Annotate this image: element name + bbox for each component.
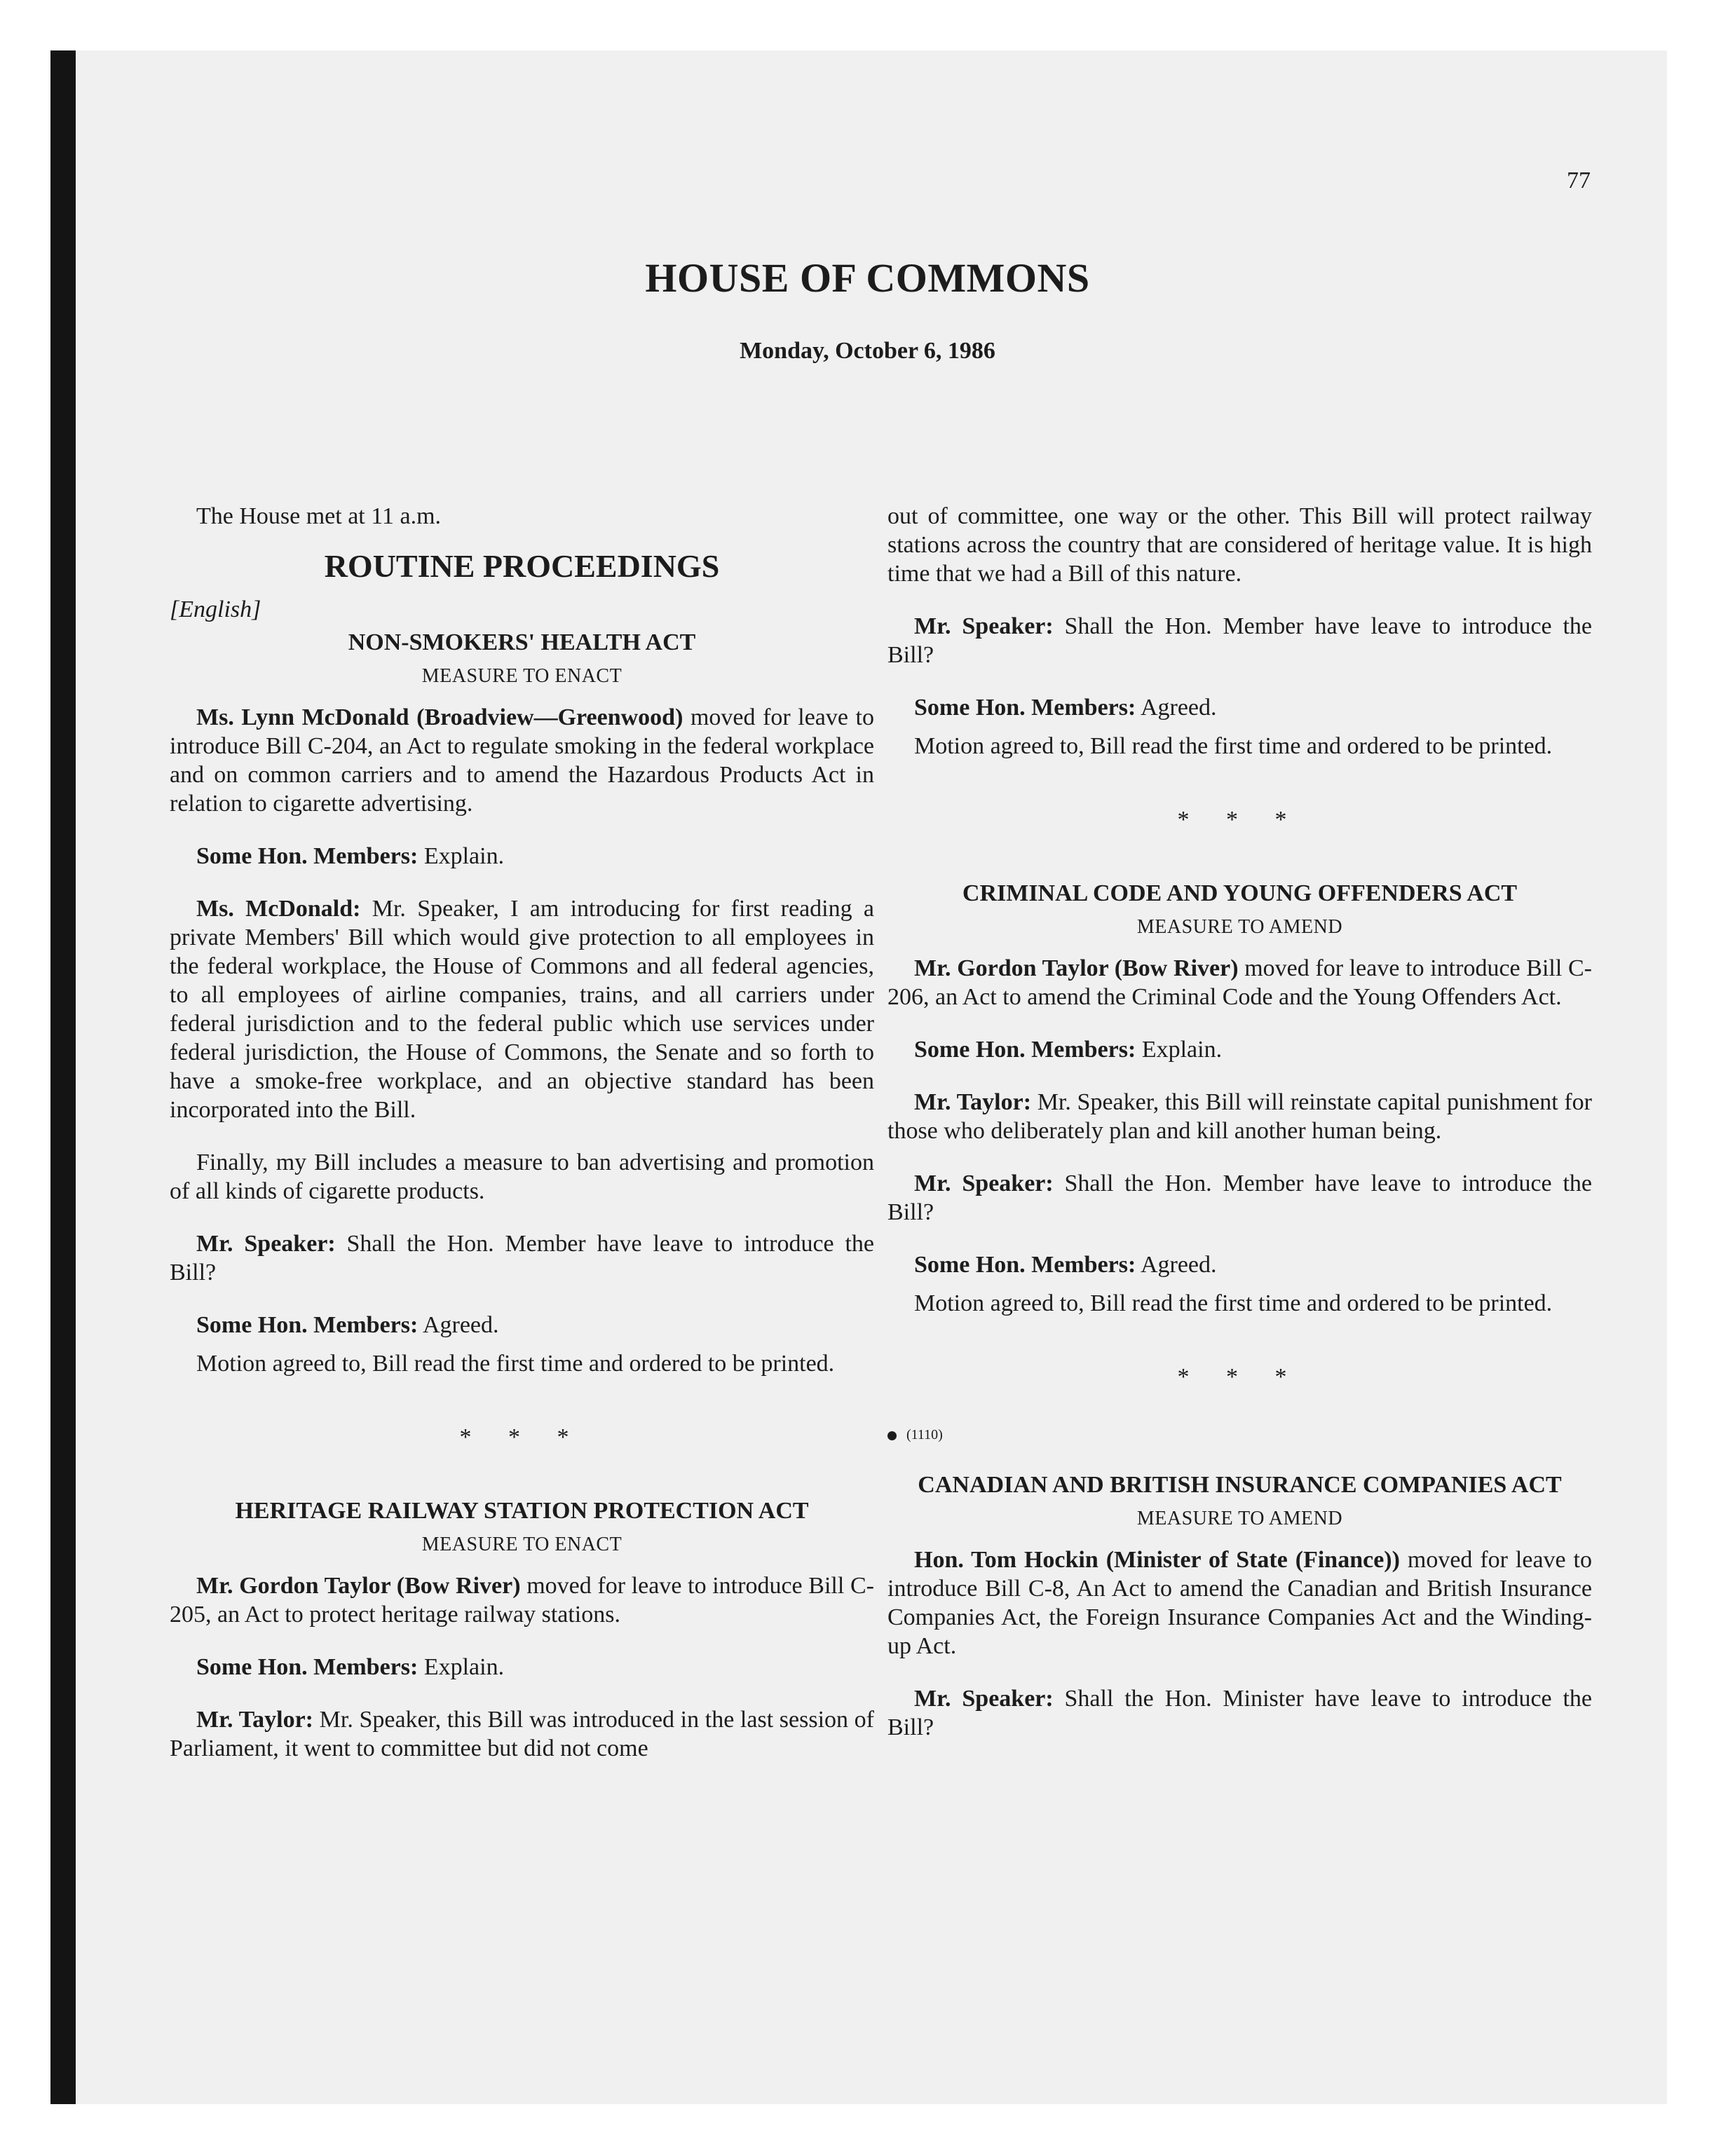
continuation-paragraph: out of committee, one way or the other. This Bill will protect railway stations across the country that are considered of heritage value. It is high time that we had a Bill of this nature. xyxy=(887,503,1592,587)
finally-paragraph: Finally, my Bill includes a measure to ban advertising and promotion of all kinds of cigarette products. xyxy=(170,1149,874,1204)
speech-text: Shall the Hon. Member have leave to introduce the Bill? xyxy=(170,1231,874,1285)
mcdonald-speech-paragraph xyxy=(170,894,874,1124)
members-agreed-paragraph xyxy=(887,693,1592,722)
bill-heading-c206: CRIMINAL CODE AND YOUNG OFFENDERS ACT xyxy=(962,880,1518,906)
bill-subheading-c206: MEASURE TO AMEND xyxy=(1136,916,1343,938)
speech-text: moved for leave to introduce Bill C-205, an Act to protect heritage railway stations. xyxy=(170,1573,874,1628)
speech-text: moved for leave to introduce Bill C-8, An Act to amend the Canadian and British Insurance Companies Act, the Foreign Insurance Companies Act and the Winding-up Act. xyxy=(887,1547,1592,1659)
section-separator: * * * xyxy=(1177,807,1302,833)
bill-subheading-c8: MEASURE TO AMEND xyxy=(1136,1508,1343,1529)
motion-agreed-paragraph: Motion agreed to, Bill read the first time and ordered to be printed. xyxy=(196,1351,835,1377)
motion-agreed-paragraph: Motion agreed to, Bill read the first time and ordered to be printed. xyxy=(914,733,1553,759)
speech-text: moved for leave to introduce Bill C-206, an Act to amend the Criminal Code and the Young Offenders Act. xyxy=(887,955,1592,1010)
speaker-leave-paragraph xyxy=(887,1684,1592,1742)
members-agreed-paragraph xyxy=(170,1311,874,1339)
speaker-leave-paragraph xyxy=(170,1229,874,1287)
time-marker-label: (1110) xyxy=(906,1427,943,1442)
speech-text: Agreed. xyxy=(418,1312,499,1338)
speaker-name: Mr. Taylor: xyxy=(196,1707,313,1733)
speaker-name: Some Hon. Members: xyxy=(196,1312,419,1338)
document-title: HOUSE OF COMMONS xyxy=(645,255,1090,301)
members-explain-paragraph xyxy=(170,1653,874,1681)
speech-text: Mr. Speaker, this Bill will reinstate capital punishment for those who deliberately plan and kill another human being. xyxy=(887,1089,1592,1144)
speech-text: moved for leave to introduce Bill C-204, an Act to regulate smoking in the federal workplace and on common carriers and to amend the Hazardous Products Act in relation to cigarette advertising. xyxy=(170,704,874,817)
section-separator: * * * xyxy=(1177,1364,1302,1390)
speaker-name: Mr. Speaker: xyxy=(196,1231,336,1257)
speaker-name: Some Hon. Members: xyxy=(914,1037,1136,1063)
taylor-speech-paragraph xyxy=(170,1705,874,1763)
motion-paragraph-c204 xyxy=(170,703,874,818)
house-met-line: The House met at 11 a.m. xyxy=(196,503,442,529)
speech-text: Explain. xyxy=(1136,1037,1223,1063)
speaker-name: Ms. Lynn McDonald (Broadview—Greenwood) xyxy=(196,704,683,730)
speech-text: Explain. xyxy=(418,843,505,869)
motion-paragraph-c8 xyxy=(887,1546,1592,1660)
bullet-icon xyxy=(887,1431,897,1440)
members-explain-paragraph xyxy=(170,842,874,871)
section-separator: * * * xyxy=(459,1424,585,1450)
routine-proceedings-heading: ROUTINE PROCEEDINGS xyxy=(324,548,720,584)
speaker-name: Mr. Speaker: xyxy=(914,1686,1054,1712)
speaker-name: Mr. Speaker: xyxy=(914,613,1054,639)
motion-agreed-paragraph: Motion agreed to, Bill read the first time and ordered to be printed. xyxy=(914,1290,1553,1316)
right-column xyxy=(887,502,1592,1742)
bill-subheading-c205: MEASURE TO ENACT xyxy=(421,1534,622,1555)
language-tag: [English] xyxy=(170,596,261,622)
speaker-name: Some Hon. Members: xyxy=(196,843,419,869)
time-marker xyxy=(887,1421,1592,1449)
motion-paragraph-c205 xyxy=(170,1571,874,1629)
speaker-leave-paragraph xyxy=(887,1169,1592,1227)
speaker-name: Ms. McDonald: xyxy=(196,896,361,922)
bill-heading-c8: CANADIAN AND BRITISH INSURANCE COMPANIES ACT xyxy=(918,1472,1562,1498)
speech-text: Explain. xyxy=(418,1654,505,1680)
speaker-name: Some Hon. Members: xyxy=(914,695,1136,721)
taylor-speech-paragraph xyxy=(887,1088,1592,1145)
speaker-name: Mr. Gordon Taylor (Bow River) xyxy=(196,1573,521,1599)
speech-text: Agreed. xyxy=(1136,695,1217,721)
motion-paragraph-c206 xyxy=(887,954,1592,1011)
speaker-name: Some Hon. Members: xyxy=(196,1654,419,1680)
speaker-leave-paragraph xyxy=(887,612,1592,669)
speech-text: Shall the Hon. Member have leave to introduce the Bill? xyxy=(887,1171,1592,1225)
speech-text: Agreed. xyxy=(1136,1252,1217,1278)
speaker-name: Mr. Speaker: xyxy=(914,1171,1054,1196)
page-number: 77 xyxy=(1567,168,1591,193)
speaker-name: Hon. Tom Hockin (Minister of State (Finance)) xyxy=(914,1547,1400,1573)
sitting-date: Monday, October 6, 1986 xyxy=(740,338,995,364)
speech-text: Shall the Hon. Minister have leave to introduce the Bill? xyxy=(887,1686,1592,1740)
speech-text: Mr. Speaker, this Bill was introduced in the last session of Parliament, it went to committee but did not come xyxy=(170,1707,874,1761)
bill-subheading-c204: MEASURE TO ENACT xyxy=(421,665,622,687)
speaker-name: Mr. Gordon Taylor (Bow River) xyxy=(914,955,1239,981)
bill-heading-c204: NON-SMOKERS' HEALTH ACT xyxy=(348,629,696,655)
left-column xyxy=(170,502,874,1763)
members-agreed-paragraph xyxy=(887,1250,1592,1279)
members-explain-paragraph xyxy=(887,1035,1592,1064)
speech-text: Mr. Speaker, I am introducing for first reading a private Members' Bill which would give protection to all employees in the federal workplace, the House of Commons and all federal agencies, to all employees of airline companies, trains, and all carriers under federal jurisdiction and to the federal public which use services under federal jurisdiction, the House of Commons, the Senate and so forth to have a smoke-free workplace, and an objective standard has been incorporated into the Bill. xyxy=(170,896,874,1123)
speaker-name: Mr. Taylor: xyxy=(914,1089,1032,1115)
bill-heading-c205: HERITAGE RAILWAY STATION PROTECTION ACT xyxy=(235,1498,809,1524)
speech-text: Shall the Hon. Member have leave to introduce the Bill? xyxy=(887,613,1592,668)
speaker-name: Some Hon. Members: xyxy=(914,1252,1136,1278)
